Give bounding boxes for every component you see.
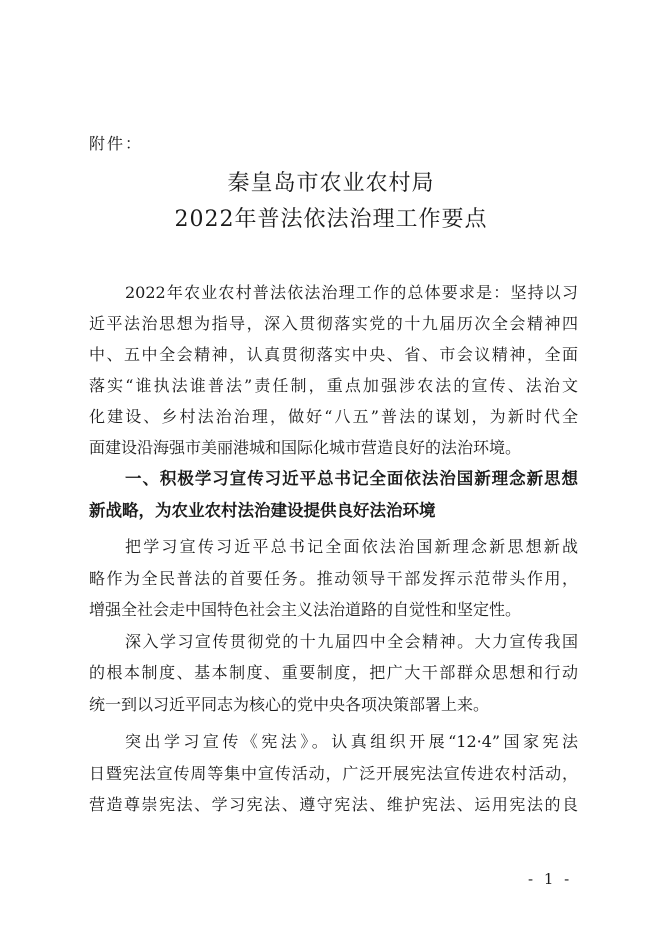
paragraph-line: 面建设沿海强市美丽港城和国际化城市营造良好的法治环境。 bbox=[89, 438, 522, 457]
paragraph-line: 中、五中全会精神，认真贯彻落实中央、省、市会议精神，全面 bbox=[89, 345, 578, 364]
paragraph-line: 深入学习宣传贯彻党的十九届四中全会精神。大力宣传我国 bbox=[125, 632, 578, 651]
section-heading-line: 新战略，为农业农村法治建设提供良好法治环境 bbox=[89, 501, 436, 520]
paragraph-line: 突出学习宣传《宪法》。认真组织开展“12·4”国家宪法 bbox=[125, 732, 578, 751]
paragraph-line: 落实“谁执法谁普法”责任制，重点加强涉农法的宣传、法治文 bbox=[89, 376, 578, 395]
document-title-org: 秦皇岛市农业农村局 bbox=[227, 171, 435, 196]
section-heading-line: 一、积极学习宣传习近平总书记全面依法治国新理念新思想 bbox=[125, 469, 578, 488]
page-number: - 1 - bbox=[528, 870, 573, 888]
paragraph-line: 把学习宣传习近平总书记全面依法治国新理念新思想新战 bbox=[125, 537, 578, 556]
paragraph-line: 的根本制度、基本制度、重要制度，把广大干部群众思想和行动 bbox=[89, 663, 578, 682]
paragraph-line: 化建设、乡村法治治理，做好“八五”普法的谋划，为新时代全 bbox=[89, 407, 578, 426]
paragraph-line: 2022年农业农村普法依法治理工作的总体要求是：坚持以习 bbox=[125, 283, 578, 302]
paragraph-line: 略作为全民普法的首要任务。推动领导干部发挥示范带头作用， bbox=[89, 569, 578, 588]
paragraph-line: 近平法治思想为指导，深入贯彻落实党的十九届历次全会精神四 bbox=[89, 314, 578, 333]
attachment-label: 附件： bbox=[89, 134, 144, 153]
paragraph-line: 营造尊崇宪法、学习宪法、遵守宪法、维护宪法、运用宪法的良 bbox=[89, 795, 578, 814]
paragraph-line: 统一到以习近平同志为核心的党中央各项决策部署上来。 bbox=[89, 695, 490, 714]
paragraph-line: 增强全社会走中国特色社会主义法治道路的自觉性和坚定性。 bbox=[89, 600, 522, 619]
document-title: 2022年普法依法治理工作要点 bbox=[174, 207, 488, 232]
paragraph-line: 日暨宪法宣传周等集中宣传活动，广泛开展宪法宣传进农村活动， bbox=[89, 764, 578, 783]
